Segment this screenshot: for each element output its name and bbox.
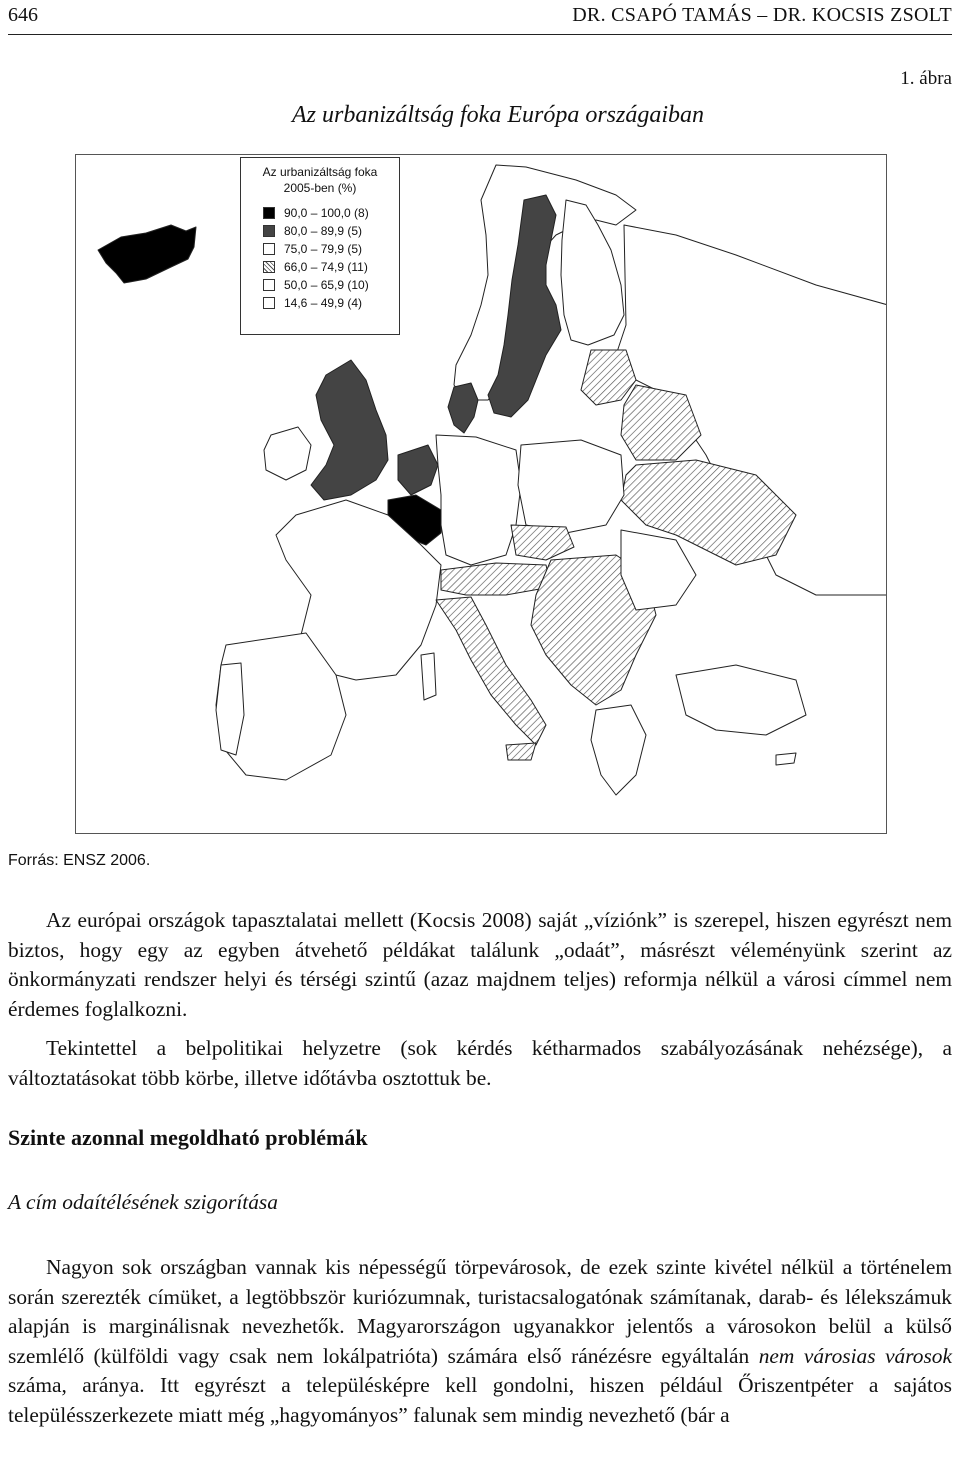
baltic-region bbox=[581, 350, 636, 405]
cyprus-region bbox=[776, 753, 796, 765]
page-number: 646 bbox=[8, 4, 38, 26]
italy-region bbox=[436, 597, 546, 745]
paragraph-3-italic: nem városias városok bbox=[758, 1343, 952, 1368]
paragraph-1: Az európai országok tapasztalatai mellett (Kocsis 2008) saját „víziónk” is szerepel, hiszen egyrészt nem biztos, hogy egy az egyben átvehető példákat találunk „odaát”, másrészt véleményünk szerint az önkormányzati rendszer helyi és térségi szintű (azaz majdnem teljes) reformja nélkül a városi címmel nem érdemes foglalkozni. bbox=[8, 908, 952, 1021]
map-legend bbox=[240, 157, 400, 335]
legend-entry bbox=[263, 258, 399, 276]
figure-title: Az urbanizáltság foka Európa országaiban bbox=[291, 102, 705, 128]
paragraph-2: Tekintettel a belpolitikai helyzetre (sok kérdés kétharmados szabályozásának nehézsége), a változtatásokat több körbe, illetve időtávba osztottuk be. bbox=[8, 1036, 952, 1090]
greece-region bbox=[591, 705, 646, 795]
legend-swatch bbox=[263, 261, 275, 273]
uk-region bbox=[311, 360, 388, 500]
europe-map-graphic bbox=[76, 155, 887, 834]
alps-region bbox=[441, 563, 551, 595]
figure-source: Forrás: ENSZ 2006. bbox=[8, 852, 151, 869]
paragraph-3 bbox=[8, 1253, 952, 1431]
legend-entry bbox=[263, 204, 399, 222]
legend-entry bbox=[263, 294, 399, 312]
europe-map bbox=[75, 154, 887, 834]
denmark-region bbox=[448, 383, 478, 433]
legend-swatch bbox=[263, 279, 275, 291]
czech-region bbox=[511, 525, 574, 560]
legend-entry bbox=[263, 222, 399, 240]
legend-title bbox=[241, 164, 399, 196]
germany-region bbox=[436, 435, 521, 565]
legend-range: 75,0 – 79,9 (5) bbox=[284, 242, 363, 256]
legend-title-line1: Az urbanizáltság foka bbox=[262, 165, 378, 179]
paragraph-3-text: Nagyon sok országban vannak kis népességű törpevárosok, de ezek szinte kivétel nélkül a történelem során szerezték címüket, a legtöbbször kuriózumnak, turistacsalogatónak számítanak, darab- és lélekszámuk alapján is marginálisnak nevezhetők. Magyarországon ugyanakkor jelentős a városokon belül a külső szemlélő (külföldi vagy csak nem lokálpatrióta) számára első ránézésre egyáltalán bbox=[8, 1255, 952, 1368]
turkey-region bbox=[676, 665, 806, 735]
legend-range: 66,0 – 74,9 (11) bbox=[284, 260, 368, 274]
legend-range: 90,0 – 100,0 (8) bbox=[284, 206, 369, 220]
ireland-region bbox=[264, 427, 311, 480]
legend-title-line2: 2005-ben (%) bbox=[283, 181, 357, 195]
legend-range: 50,0 – 65,9 (10) bbox=[284, 278, 369, 292]
legend-range: 14,6 – 49,9 (4) bbox=[284, 296, 363, 310]
figure-label: 1. ábra bbox=[900, 68, 952, 89]
legend-entry bbox=[263, 240, 399, 258]
poland-region bbox=[518, 440, 624, 533]
netherlands-region bbox=[398, 445, 438, 495]
legend-entry bbox=[263, 276, 399, 294]
paragraph-3-text-cont: száma, aránya. Itt egyrészt a településképre kell gondolni, hiszen például Őriszentpéter a sajátos településszerkezete miatt még „hagyományos” falunak sem mindig nevezhető (bár a bbox=[8, 1373, 952, 1427]
legend-swatch bbox=[263, 225, 275, 237]
legend-swatch bbox=[263, 243, 275, 255]
iceland-region bbox=[98, 225, 196, 283]
running-head: DR. CSAPÓ TAMÁS – DR. KOCSIS ZSOLT bbox=[572, 4, 952, 26]
section-subheading: A cím odaítélésének szigorítása bbox=[8, 1190, 278, 1214]
legend-swatch bbox=[263, 297, 275, 309]
romania-region bbox=[621, 530, 696, 610]
legend-swatch bbox=[263, 207, 275, 219]
legend-range: 80,0 – 89,9 (5) bbox=[284, 224, 363, 238]
sicily-region bbox=[506, 743, 536, 760]
page-header bbox=[8, 0, 952, 35]
sardinia-region bbox=[421, 653, 436, 700]
section-heading: Szinte azonnal megoldható problémák bbox=[8, 1125, 368, 1150]
